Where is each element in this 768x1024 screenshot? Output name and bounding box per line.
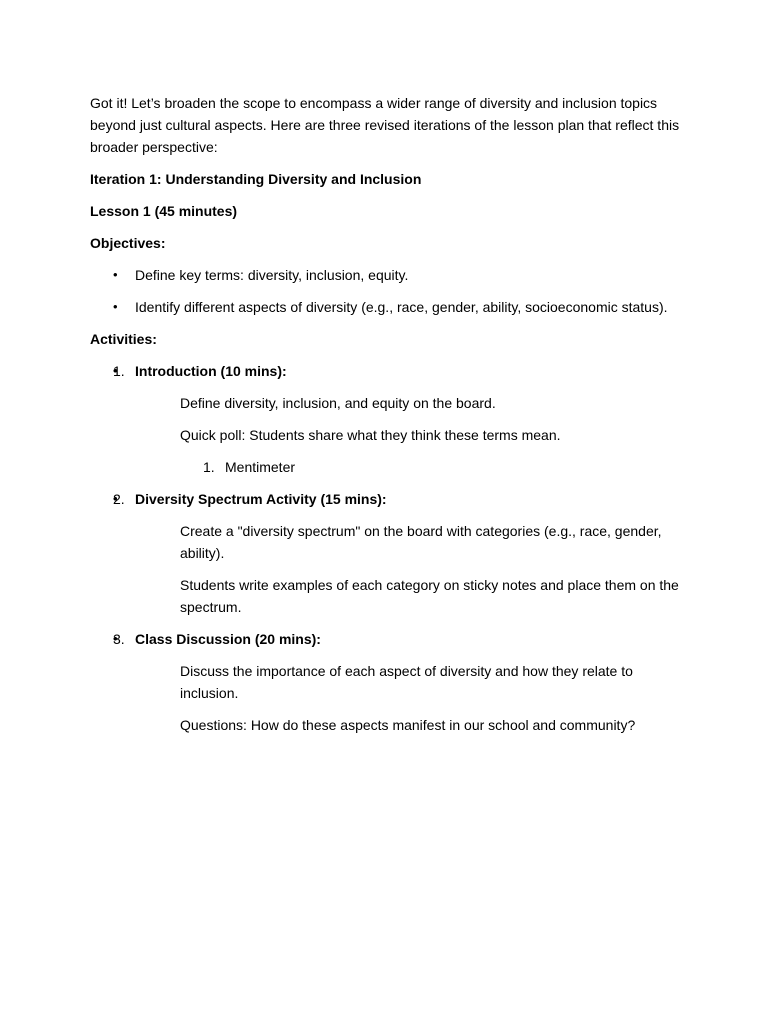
list-item: • Identify different aspects of diversity (e.g., race, gender, ability, socioeconomic status). — [135, 296, 690, 318]
lesson-title: Lesson 1 (45 minutes) — [90, 203, 238, 219]
activity-bullets — [135, 520, 690, 618]
activity-number: 2. — [113, 491, 125, 507]
activities-list — [90, 360, 690, 736]
intro-paragraph: Got it! Let’s broaden the scope to encompass a wider range of diversity and inclusion topics beyond just cultural aspects. Here are three revised iterations of the lesson plan that reflect this broader perspective: — [90, 95, 680, 155]
document-body — [90, 92, 690, 746]
sub-numbered-list — [180, 456, 690, 478]
activity-title: Class Discussion (20 mins): — [135, 631, 321, 647]
list-item: • Create a "diversity spectrum" on the board with categories (e.g., race, gender, ability). — [180, 520, 690, 564]
activity-item — [113, 488, 690, 618]
list-item: • Questions: How do these aspects manifest in our school and community? — [180, 714, 690, 736]
iteration-title: Iteration 1: Understanding Diversity and Inclusion — [90, 171, 422, 187]
list-item — [180, 424, 690, 478]
list-item: • Discuss the importance of each aspect of diversity and how they relate to inclusion. — [180, 660, 690, 704]
activity-title: Introduction (10 mins): — [135, 363, 287, 379]
activity-bullets — [135, 392, 690, 478]
sub-item-number: 1. — [203, 459, 215, 475]
objectives-heading: Objectives: — [90, 235, 166, 251]
list-item: • Define key terms: diversity, inclusion, equity. — [135, 264, 690, 286]
activity-item — [113, 360, 690, 478]
sub-item-text: Mentimeter — [225, 459, 296, 475]
activity-number: 3. — [113, 631, 125, 647]
list-item: • Define diversity, inclusion, and equity on the board. — [180, 392, 690, 414]
activities-heading: Activities: — [90, 331, 157, 347]
activity-bullets — [135, 660, 690, 736]
list-item: • Students write examples of each category on sticky notes and place them on the spectrum. — [180, 574, 690, 618]
list-item-text: Quick poll: Students share what they think these terms mean. — [180, 427, 561, 443]
activity-number: 1. — [113, 363, 125, 379]
objectives-list — [90, 264, 690, 318]
list-item — [203, 456, 690, 478]
activity-title: Diversity Spectrum Activity (15 mins): — [135, 491, 387, 507]
activity-item — [113, 628, 690, 736]
